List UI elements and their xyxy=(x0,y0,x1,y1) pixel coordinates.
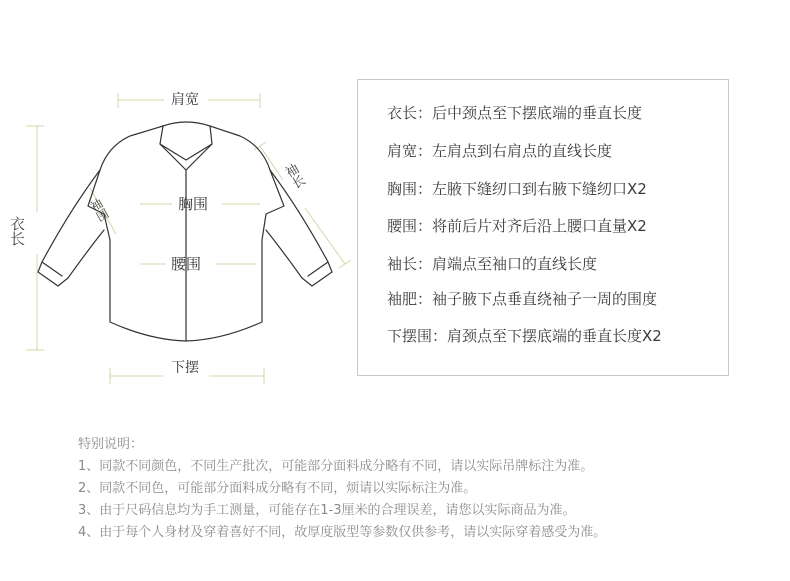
measurement-definitions-panel xyxy=(357,79,729,376)
definition-chest: 胸围：左腋下缝纫口到右腋下缝纫口X2 xyxy=(387,180,647,198)
note-item: 1、同款不同颜色，不同生产批次，可能部分面料成分略有不同，请以实际吊牌标注为准。 xyxy=(78,459,594,474)
note-item: 4、由于每个人身材及穿着喜好不同，故厚度版型等参数仅供参考，请以实际穿着感受为准。 xyxy=(78,525,607,540)
definition-sleeve-width: 袖肥：袖子腋下点垂直绕袖子一周的围度 xyxy=(387,290,658,308)
special-notes xyxy=(78,434,758,544)
hem-label: 下摆 xyxy=(171,360,199,376)
waist-label: 腰围 xyxy=(171,255,202,273)
notes-title: 特别说明： xyxy=(78,437,144,452)
note-item: 2、同款不同色，可能部分面料成分略有不同，烦请以实际标注为准。 xyxy=(78,481,477,496)
definition-body-length: 衣长：后中颈点至下摆底端的垂直长度 xyxy=(387,104,643,122)
shirt-measurement-diagram xyxy=(0,0,356,400)
shoulder-width-label: 肩宽 xyxy=(171,92,199,108)
definition-hem: 下摆围：肩颈点至下摆底端的垂直长度X2 xyxy=(387,327,662,345)
sleeve-length-label: 袖长 xyxy=(280,161,307,192)
definition-waist: 腰围：将前后片对齐后沿上腰口直量X2 xyxy=(387,217,647,235)
body-length-label: 衣长 xyxy=(8,216,26,246)
definition-sleeve-length: 袖长：肩端点至袖口的直线长度 xyxy=(387,255,598,273)
sleeve-width-label: 袖围 xyxy=(86,196,112,224)
note-item: 3、由于尺码信息均为手工测量，可能存在1-3厘米的合理误差，请您以实际商品为准。 xyxy=(78,503,576,518)
chest-label: 胸围 xyxy=(178,195,209,213)
definition-shoulder-width: 肩宽：左肩点到右肩点的直线长度 xyxy=(387,142,613,160)
